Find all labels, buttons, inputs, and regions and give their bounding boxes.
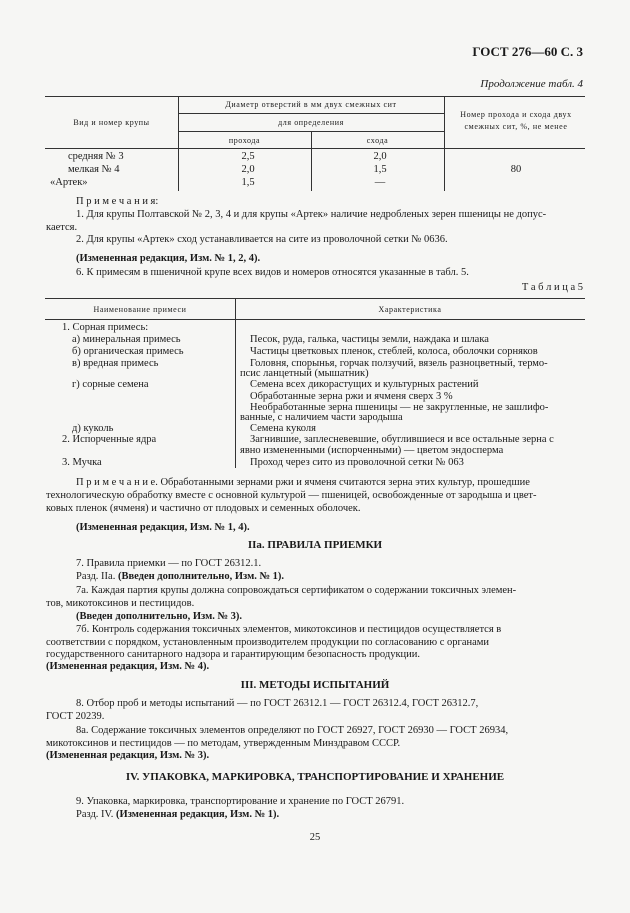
- note-table5-l1: П р и м е ч а н и е. Обработанными зернами ржи и ячменя считаются зерна этих культур, прошедшие: [76, 477, 530, 488]
- table-cell-diff: 80: [510, 164, 522, 175]
- impurity-desc: псис ланцетный (мышатник): [240, 368, 369, 379]
- impurity-name: а) минеральная примесь: [72, 334, 181, 345]
- impurity-desc: ванные, с наличием части зародыша: [240, 412, 403, 423]
- impurity-desc: Проход через сито из проволочной сетки № 063: [250, 457, 464, 468]
- note-table5-l2: технологическую обработку вместе с основной культурой — пшеницей, освобожденные от зародыша и цвет-: [46, 490, 537, 501]
- paragraph-7a-cont: тов, микотоксинов и пестицидов.: [46, 598, 195, 609]
- impurity-name: б) органическая примесь: [72, 346, 184, 357]
- page-number: 25: [309, 832, 321, 843]
- edit-note: (Измененная редакция, Изм. № 1, 2, 4).: [76, 253, 261, 264]
- impurity-desc: Песок, руда, галька, частицы земли, наждака и шлака: [250, 334, 489, 345]
- impurity-desc: Семена куколя: [250, 423, 316, 434]
- edit-note: (Измененная редакция, Изм. № 4).: [46, 661, 210, 672]
- section-heading: III. МЕТОДЫ ИСПЫТАНИЙ: [240, 679, 390, 691]
- paragraph-9: 9. Упаковка, маркировка, транспортирование и хранение по ГОСТ 26791.: [76, 796, 405, 807]
- col-for-header: для определения: [278, 118, 344, 127]
- paragraph-7a: 7а. Каждая партия крупы должна сопровождаться сертификатом о содержании токсичных элемен-: [76, 585, 517, 596]
- impurity-desc: Головня, спорынья, горчак ползучий, вязель разноцветный, термо-: [250, 358, 548, 369]
- edit-note: (Измененная редакция, Изм. № 1, 4).: [76, 522, 250, 533]
- table-continuation-label: Продолжение табл. 4: [480, 78, 583, 90]
- note-1-cont: кается.: [46, 222, 78, 233]
- impurity-desc: Загнившие, заплесневевшие, обуглившиеся и все остальные зерна с: [250, 434, 554, 445]
- table-cell: 1,5: [241, 177, 255, 188]
- impurity-desc: явно измененными (испорченными) — цветом эндосперма: [240, 445, 504, 456]
- col-prohod-header: прохода: [228, 136, 261, 145]
- paragraph-8a-cont: микотоксинов и пестицидов — по методам, утвержденным Минздравом СССР.: [46, 738, 401, 749]
- paragraph-6: 6. К примесям в пшеничной крупе всех видов и номеров относятся указанные в табл. 5.: [76, 267, 469, 278]
- paragraph-7b: 7б. Контроль содержания токсичных элементов, микотоксинов и пестицидов осуществляется в: [76, 624, 502, 635]
- paragraph-7b-cont: государственного санитарного надзора и гарантирующим безопасность продукции.: [46, 649, 421, 660]
- table-5-label: Т а б л и ц а 5: [521, 282, 583, 293]
- paragraph-8-cont: ГОСТ 20239.: [46, 711, 105, 722]
- impurity-name: в) вредная примесь: [72, 358, 159, 369]
- impurity-desc: Необработанные зерна пшеницы — не закругленные, не зашлифо-: [250, 402, 549, 413]
- paragraph-8: 8. Отбор проб и методы испытаний — по ГОСТ 26312.1 — ГОСТ 26312.4, ГОСТ 26312.7,: [76, 698, 479, 709]
- col-name-header: Наименование примеси: [93, 305, 187, 314]
- paragraph-7: 7. Правила приемки — по ГОСТ 26312.1.: [76, 558, 262, 569]
- table-cell: 2,0: [241, 164, 255, 175]
- impurity-name: 3. Мучка: [62, 457, 102, 468]
- table-row-name: средняя № 3: [68, 151, 124, 162]
- table-row-name: мелкая № 4: [68, 164, 120, 175]
- col-diff-header: Номер прохода и схода двух смежных сит, %, не менее: [460, 110, 572, 131]
- col-char-header: Характеристика: [378, 305, 442, 314]
- note-2: 2. Для крупы «Артек» сход устанавливается на сите из проволочной сетки № 0636.: [76, 234, 448, 245]
- impurity-desc: Частицы цветковых пленок, стеблей, колоса, оболочки сорняков: [250, 346, 538, 357]
- impurity-name: 2. Испорченные ядра: [62, 434, 157, 445]
- impurity-name: д) куколь: [72, 423, 114, 434]
- note-1: 1. Для крупы Полтавской № 2, 3, 4 и для крупы «Артек» наличие недробленых зерен пшеницы не допус-: [76, 209, 547, 220]
- paragraph-9-razd: Разд. IV. (Измененная редакция, Изм. № 1).: [76, 809, 280, 820]
- section-heading: IIа. ПРАВИЛА ПРИЕМКИ: [247, 539, 383, 551]
- table-cell: —: [374, 177, 386, 188]
- col-diameter-header: Диаметр отверстий в мм двух смежных сит: [225, 100, 397, 109]
- impurity-desc: Обработанные зерна ржи и ячменя сверх 3 %: [250, 391, 453, 402]
- table-row-name: «Артек»: [50, 177, 88, 188]
- table-cell: 2,0: [373, 151, 387, 162]
- edit-note: (Введен дополнительно, Изм. № 3).: [76, 611, 243, 622]
- page-header: ГОСТ 276—60 С. 3: [472, 44, 583, 59]
- impurity-name: 1. Сорная примесь:: [62, 322, 149, 333]
- edit-note: (Измененная редакция, Изм. № 3).: [46, 750, 210, 761]
- notes-title: П р и м е ч а н и я:: [76, 196, 159, 207]
- col-kind-header: Вид и номер крупы: [73, 118, 150, 127]
- section-heading: IV. УПАКОВКА, МАРКИРОВКА, ТРАНСПОРТИРОВАНИЕ И ХРАНЕНИЕ: [125, 771, 505, 783]
- note-table5-l3: ковых пленок (ячменя) и частично от плодовых и семенных оболочек.: [46, 503, 361, 514]
- table-cell: 1,5: [373, 164, 387, 175]
- col-skhod-header: схода: [366, 136, 389, 145]
- impurity-desc: Семена всех дикорастущих и культурных растений: [250, 379, 479, 390]
- impurity-name: г) сорные семена: [72, 379, 149, 390]
- paragraph-7b-cont: соответствии с порядком, установленным производителем продукции по согласованию с органами: [46, 637, 490, 648]
- table-cell: 2,5: [241, 151, 255, 162]
- paragraph-8a: 8а. Содержание токсичных элементов определяют по ГОСТ 26927, ГОСТ 26930 — ГОСТ 26934,: [76, 725, 509, 736]
- paragraph-7-razd: Разд. IIа. (Введен дополнительно, Изм. № 1).: [76, 571, 285, 582]
